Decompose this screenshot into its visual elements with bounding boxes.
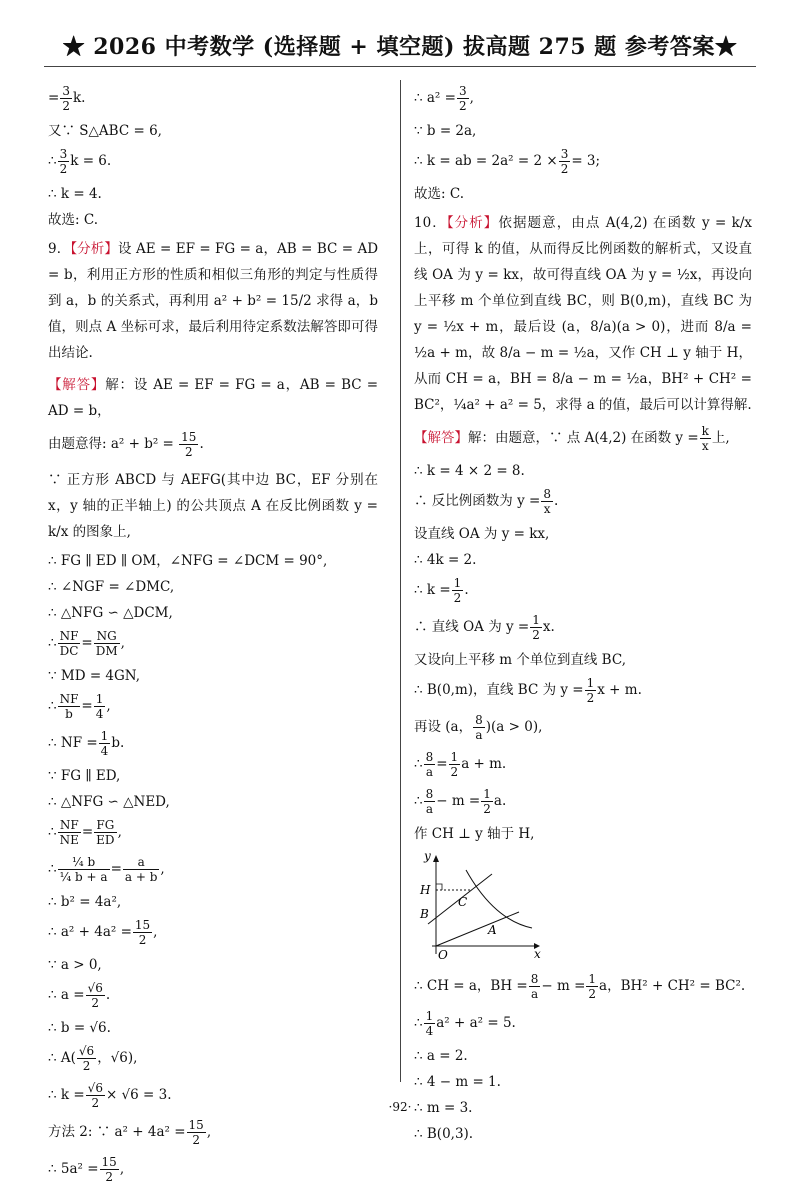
math-line <box>414 750 752 779</box>
math-line <box>414 84 752 113</box>
numerator: ¼ b <box>58 855 110 870</box>
text: ∴ <box>48 861 57 877</box>
text: ∴ 5a² = <box>48 1161 99 1177</box>
question-number: 10． <box>414 215 447 231</box>
fraction <box>100 1155 119 1184</box>
fraction <box>452 576 464 605</box>
analysis-tag: 【分析】 <box>70 241 118 257</box>
fraction <box>586 972 598 1001</box>
numerator: 3 <box>458 84 467 98</box>
y-axis-arrow <box>433 855 439 862</box>
denominator: 2 <box>91 1096 100 1110</box>
fraction <box>133 918 152 947</box>
text: . <box>105 987 111 1003</box>
numerator: 1 <box>532 613 540 627</box>
text: , <box>120 635 125 651</box>
math-line: 作 CH ⊥ y 轴于 H, <box>414 826 535 842</box>
text: ∴ k = <box>48 1087 85 1103</box>
page-header: ★ 2026 中考数学 (选择题 + 填空题) 拔高题 275 题 参考答案★ <box>62 34 738 60</box>
fraction <box>424 787 436 816</box>
denominator: a <box>425 802 433 816</box>
text: . <box>553 493 559 509</box>
denominator: 2 <box>184 445 193 459</box>
text: ∴ B(0,m)，直线 BC 为 y = <box>414 682 584 698</box>
text: ∴ 反比例函数为 y = <box>414 493 541 509</box>
numerator: 8 <box>543 487 551 501</box>
denominator: 2 <box>59 162 68 176</box>
denominator: x <box>543 502 551 516</box>
denominator: 4 <box>100 744 109 758</box>
denominator: 2 <box>588 987 597 1001</box>
denominator: a <box>530 987 539 1001</box>
denominator: 2 <box>453 591 462 605</box>
text: , <box>206 1124 212 1140</box>
denominator: a + b <box>124 870 158 884</box>
denominator: 2 <box>532 628 540 642</box>
answer-paragraph <box>48 372 378 424</box>
analysis-paragraph <box>48 236 378 366</box>
fraction <box>94 692 106 721</box>
numerator: k <box>701 424 709 438</box>
text: x. <box>542 619 555 635</box>
numerator: 8 <box>425 787 434 801</box>
text: ∴ <box>414 793 423 809</box>
label-b: B <box>420 907 429 921</box>
text: ∴ CH = a，BH = <box>414 978 528 994</box>
math-line <box>48 981 378 1010</box>
numerator: 8 <box>530 972 539 986</box>
text: = 3; <box>571 153 601 169</box>
text: ∴ <box>48 824 57 840</box>
math-line <box>414 576 752 605</box>
numerator: 3 <box>59 147 68 161</box>
denominator: 2 <box>62 99 70 113</box>
denominator: b <box>65 707 73 721</box>
text: ∴ <box>414 1015 423 1031</box>
text: ∴ k = <box>414 582 451 598</box>
coordinate-diagram <box>414 850 544 960</box>
fraction <box>60 84 72 113</box>
numerator: 3 <box>62 84 70 98</box>
math-line <box>48 918 378 947</box>
numerator: 1 <box>450 750 459 764</box>
text: = <box>110 861 122 877</box>
denominator: 2 <box>483 802 491 816</box>
text: ∴ a² = <box>414 90 456 106</box>
fraction <box>424 1009 436 1038</box>
denominator: a <box>425 765 433 779</box>
math-line: ∴ a = 2. <box>414 1048 468 1064</box>
denominator: a <box>475 728 483 742</box>
fraction <box>77 1044 96 1073</box>
math-line <box>48 1044 378 1073</box>
fraction <box>700 424 711 453</box>
text: , <box>469 90 474 106</box>
numerator: √6 <box>78 1044 95 1058</box>
analysis-text: 设 AE = EF = FG = a，AB = BC = AD = b，利用正方形的性质和相似三角形的判定与性质得到 a，b 的关系式，再利用 a² + b² = 15/2 求得 a，b 值，则点 A 坐标可求，最后利用待定系数法解答即可得出结论. <box>48 241 379 361</box>
math-line: 又∵ S△ABC = 6, <box>48 123 162 139</box>
math-line: ∴ ∠NGF = ∠DMC, <box>48 579 175 595</box>
numerator: 15 <box>188 1118 204 1132</box>
denominator: NE <box>59 833 79 847</box>
column-divider <box>400 80 401 1082</box>
label-y: y <box>424 850 431 863</box>
math-line <box>48 1118 378 1147</box>
text: = <box>81 635 93 651</box>
text: ∴ A( <box>48 1050 76 1066</box>
text: x + m. <box>597 682 642 698</box>
text: 再设 (a， <box>414 719 473 735</box>
denominator: ED <box>96 833 115 847</box>
fraction <box>58 855 110 884</box>
numerator: √6 <box>87 1081 103 1095</box>
math-line <box>414 613 752 642</box>
math-line: ∴ b² = 4a², <box>48 894 122 910</box>
numerator: 8 <box>425 750 434 764</box>
text: 由题意得: a² + b² = <box>48 436 174 452</box>
choice-line: 故选: C. <box>414 186 464 202</box>
fraction <box>529 972 541 1001</box>
math-line: ∵ a > 0, <box>48 957 102 973</box>
answer-tag: 【解答】 <box>414 430 468 446</box>
math-line: ∵ MD = 4GN, <box>48 668 141 684</box>
math-line: ∴ b = √6. <box>48 1020 111 1036</box>
numerator: 1 <box>425 1009 434 1023</box>
numerator: √6 <box>87 981 103 995</box>
denominator: x <box>701 439 709 453</box>
text: ∴ a = <box>48 987 85 1003</box>
text: ∴ <box>48 153 57 169</box>
numerator: NF <box>58 818 81 833</box>
text: ∴ NF = <box>48 735 98 751</box>
math-line <box>414 787 752 816</box>
fraction <box>179 430 198 459</box>
math-line: ∴ k = 4 × 2 = 8. <box>414 463 525 479</box>
text: × √6 = 3. <box>105 1087 172 1103</box>
answer-tag: 【解答】 <box>48 377 106 393</box>
denominator: 2 <box>138 933 147 947</box>
math-line: ∵ b = 2a, <box>414 123 477 139</box>
fraction <box>58 629 81 658</box>
text: k = 6. <box>70 153 112 169</box>
text: , <box>117 824 122 840</box>
text: − m = <box>541 978 586 994</box>
analysis-tag: 【分析】 <box>446 215 499 231</box>
math-line <box>48 84 378 113</box>
numerator: 8 <box>475 713 483 727</box>
text: ∴ 直线 OA 为 y = <box>414 619 530 635</box>
math-line: ∴ m = 3. <box>414 1100 473 1116</box>
math-line: ∵ FG ∥ ED, <box>48 768 121 784</box>
left-column <box>48 84 378 1192</box>
fraction <box>559 147 571 176</box>
fraction <box>94 629 120 658</box>
text: , <box>119 1161 125 1177</box>
denominator: 2 <box>560 162 569 176</box>
text: b. <box>111 735 125 751</box>
fraction <box>424 750 436 779</box>
fraction <box>481 787 493 816</box>
denominator: 2 <box>458 99 467 113</box>
text: = <box>48 90 60 106</box>
math-line: ∴ △NFG ∽ △DCM, <box>48 605 173 621</box>
text: a，BH² + CH² = BC². <box>599 978 746 994</box>
fraction <box>123 855 160 884</box>
text: − m = <box>436 793 481 809</box>
fraction <box>473 713 485 742</box>
text: . <box>464 582 469 598</box>
denominator: DC <box>59 644 79 658</box>
numerator: 1 <box>483 787 491 801</box>
math-line <box>48 147 378 176</box>
math-line <box>48 692 378 721</box>
denominator: 2 <box>586 691 595 705</box>
denominator: 2 <box>192 1133 200 1147</box>
numerator: a <box>123 855 160 870</box>
line-oa <box>436 912 519 946</box>
header-rule <box>44 66 756 67</box>
math-line <box>414 713 752 742</box>
geometry-figure <box>414 850 752 966</box>
label-c: C <box>458 895 468 909</box>
math-line: ∴ 4k = 2. <box>414 552 477 568</box>
hyperbola-curve <box>466 870 532 928</box>
text: . <box>199 436 204 452</box>
math-line: ∴ 4 − m = 1. <box>414 1074 501 1090</box>
math-line <box>414 424 752 453</box>
text: , <box>106 698 111 714</box>
math-line <box>48 430 378 459</box>
fraction <box>530 613 542 642</box>
fraction <box>94 818 116 847</box>
numerator: NG <box>94 629 120 644</box>
text: = <box>81 698 93 714</box>
math-line: ∴ FG ∥ ED ∥ OM，∠NFG = ∠DCM = 90°, <box>48 553 328 569</box>
numerator: 1 <box>95 692 104 706</box>
page-number: ·92· <box>388 1100 412 1114</box>
text: 方法 2: ∵ a² + 4a² = <box>48 1124 186 1140</box>
fraction <box>187 1118 206 1147</box>
denominator: 2 <box>105 1170 113 1184</box>
text: 上, <box>711 430 730 446</box>
math-line <box>48 629 378 658</box>
label-x: x <box>534 947 541 960</box>
fraction <box>58 818 81 847</box>
math-line <box>48 855 378 884</box>
fraction <box>541 487 553 516</box>
text: = <box>436 756 448 772</box>
question-number: 9． <box>48 241 71 257</box>
math-line: 设直线 OA 为 y = kx, <box>414 526 550 542</box>
numerator: FG <box>94 818 116 833</box>
text: ∴ <box>48 635 57 651</box>
text: ∴ a² + 4a² = <box>48 924 132 940</box>
text: ∴ <box>48 698 57 714</box>
denominator: 4 <box>95 707 104 721</box>
fraction <box>99 729 111 758</box>
fraction <box>457 84 469 113</box>
label-a: A <box>488 923 497 937</box>
math-line <box>48 729 378 758</box>
math-line <box>414 676 752 705</box>
text: a + m. <box>461 756 507 772</box>
fraction <box>585 676 597 705</box>
text: , <box>153 924 158 940</box>
fraction <box>86 981 105 1010</box>
text: ∴ k = ab = 2a² = 2 × <box>414 153 558 169</box>
math-line: ∴ B(0,3). <box>414 1126 474 1142</box>
label-o: O <box>438 948 448 960</box>
math-paragraph: ∵ 正方形 ABCD 与 AEFG(其中边 BC，EF 分别在 x，y 轴的正半轴上) 的公共顶点 A 在反比例函数 y = k/x 的图象上, <box>48 472 378 540</box>
text: ∴ <box>414 756 423 772</box>
numerator: 15 <box>101 1155 117 1169</box>
fraction <box>449 750 461 779</box>
analysis-text: 依据题意，由点 A(4,2) 在函数 y = k/x 上，可得 k 的值，从而得反比例函数的解析式，又设直线 OA 为 y = kx，故可得直线 OA 为 y = ½x，再设向上平移 m 个单位到直线 BC，则 B(0,m)，直线 BC 为 y = ½x + m，最后设 (a，8/a)(a > 0)，进而 8/a = ½a + m，故 8/a − m = ½a，又作 CH ⊥ y 轴于 H，从而 CH = a，BH = 8/a − m = ½a，BH² + CH² = BC²，¼a² + a² = 5，求得 a 的值，最后可以计算得解. <box>414 215 752 413</box>
text: k. <box>72 90 86 106</box>
denominator: 2 <box>82 1059 91 1073</box>
answer-text: 解：设 AE = EF = FG = a，AB = BC = AD = b， <box>48 377 379 419</box>
fraction <box>58 692 81 721</box>
math-line <box>48 818 378 847</box>
math-line <box>414 972 752 1001</box>
text: )(a > 0), <box>485 719 543 735</box>
denominator: 4 <box>425 1024 434 1038</box>
analysis-paragraph <box>414 210 752 418</box>
denominator: ¼ b + a <box>59 870 108 884</box>
math-line <box>48 1155 378 1184</box>
numerator: 15 <box>134 918 151 932</box>
label-h: H <box>420 883 431 897</box>
numerator: 1 <box>586 676 595 690</box>
right-angle-mark <box>436 884 442 890</box>
numerator: NF <box>59 629 79 643</box>
text: a² + a² = 5. <box>436 1015 516 1031</box>
denominator: 2 <box>91 996 99 1010</box>
choice-line: 故选: C. <box>48 212 98 228</box>
math-line: ∴ △NFG ∽ △NED, <box>48 794 170 810</box>
text: , <box>160 861 165 877</box>
text: a. <box>493 793 507 809</box>
math-line <box>414 147 752 176</box>
numerator: 1 <box>588 972 597 986</box>
numerator: 1 <box>453 576 462 590</box>
math-line <box>414 1009 752 1038</box>
denominator: 2 <box>450 765 459 779</box>
math-line: 又设向上平移 m 个单位到直线 BC, <box>414 652 626 668</box>
denominator: DM <box>95 644 118 658</box>
numerator: 3 <box>560 147 569 161</box>
math-line: ∴ k = 4. <box>48 186 102 202</box>
fraction <box>58 147 70 176</box>
text: 解：由题意，∵ 点 A(4,2) 在函数 y = <box>468 430 699 446</box>
numerator: 15 <box>181 430 197 444</box>
math-line <box>414 487 752 516</box>
numerator: 1 <box>100 729 109 743</box>
right-column <box>414 84 752 1150</box>
numerator: NF <box>59 692 79 706</box>
text: = <box>81 824 94 840</box>
text: ，√6), <box>97 1050 138 1066</box>
